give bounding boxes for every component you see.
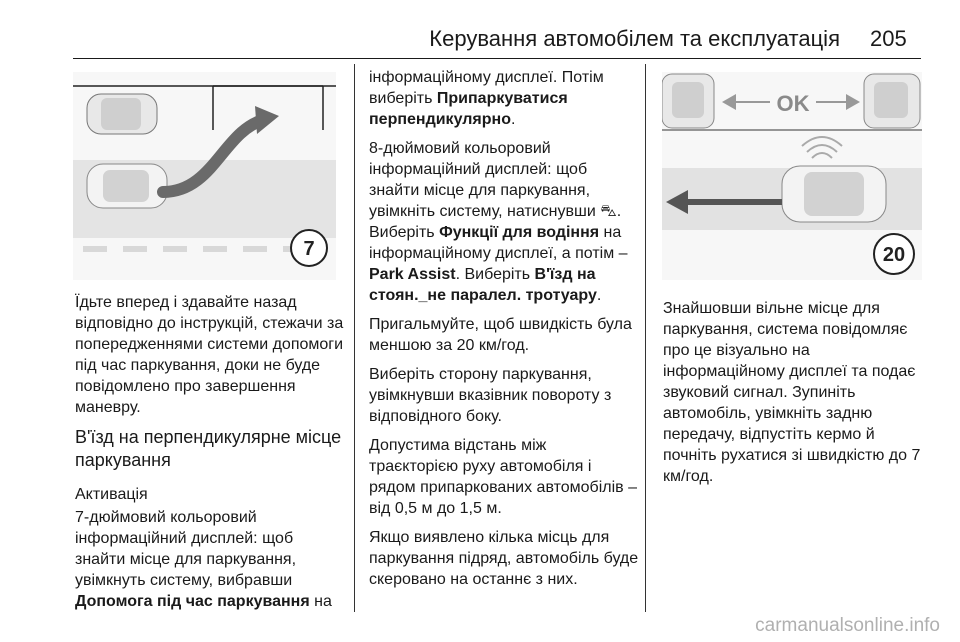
text: . Виберіть bbox=[369, 203, 622, 241]
text: 8-дюймовий кольоровий інформаційний дисплей: щоб знайти місце для паркування, увімкніть систему, натиснувши bbox=[369, 140, 601, 220]
text: . bbox=[596, 287, 602, 304]
parked-car-left bbox=[662, 74, 714, 128]
menu-item-ref: Park Assist bbox=[369, 266, 456, 283]
section-heading: В'їзд на перпендикулярне місце паркування bbox=[75, 427, 342, 470]
text: на інформаційному дисплеї, а потім – bbox=[369, 224, 628, 262]
column-divider bbox=[645, 64, 646, 612]
moving-car bbox=[782, 166, 886, 222]
page-number: 205 bbox=[870, 26, 907, 51]
parked-car bbox=[87, 94, 157, 134]
car-icon: ⛍ bbox=[600, 203, 617, 220]
subheading: Активація bbox=[75, 486, 148, 503]
paragraph bbox=[75, 507, 345, 612]
text: . Виберіть bbox=[455, 266, 535, 283]
paragraph: Виберіть сторону паркування, увімкнувши вказівник повороту з відповідного боку. bbox=[369, 366, 612, 425]
menu-item-ref: В'їзд на стоян._не паралел. тротуару bbox=[369, 266, 597, 304]
paragraph bbox=[369, 67, 639, 130]
menu-item-ref: Припаркуватися перпендикулярно bbox=[369, 90, 568, 128]
parked-car-right bbox=[864, 74, 920, 128]
figure-number: 20 bbox=[882, 244, 906, 266]
paragraph: Пригальмуйте, щоб швидкість була меншою за 20 км/год. bbox=[369, 316, 632, 354]
menu-item-ref: Допомога під час паркування bbox=[75, 593, 310, 610]
menu-item-ref: Функції для водіння bbox=[439, 224, 600, 241]
figure-number: 7 bbox=[303, 238, 315, 260]
text: інформаційному дисплеї. Потім виберіть bbox=[369, 69, 604, 107]
watermark: carmanualsonline.info bbox=[755, 615, 940, 636]
paragraph bbox=[369, 138, 639, 306]
text: 7-дюймовий кольоровий інформаційний дисплей: щоб знайти місце для паркування, увімкнуть систему, вибравши bbox=[75, 509, 297, 589]
column-left bbox=[75, 292, 345, 620]
column-middle bbox=[369, 67, 639, 598]
moving-car bbox=[87, 164, 167, 208]
paragraph: Їдьте вперед і здавайте назад відповідно до інструкцій, стежачи за попередженнями системи допомоги під час паркування, доки не буде повідомлено про завершення маневру. bbox=[75, 294, 344, 416]
paragraph: Якщо виявлено кілька місць для паркування підряд, автомобіль буде скеровано на останнє з них. bbox=[369, 529, 639, 588]
perpendicular-parking-illustration bbox=[73, 72, 336, 280]
header-rule bbox=[73, 58, 921, 59]
text: . bbox=[510, 111, 516, 128]
paragraph: Допустима відстань між траєкторією руху автомобіля і рядом припаркованих автомобілів – від 0,5 м до 1,5 м. bbox=[369, 437, 637, 517]
parking-space-found-illustration bbox=[662, 72, 922, 280]
text: на bbox=[309, 593, 332, 610]
column-divider bbox=[354, 64, 355, 612]
column-right bbox=[663, 298, 925, 495]
paragraph: Знайшовши вільне місце для паркування, система повідомляє про це візуально на інформаційному дисплеї та подає звуковий сигнал. Зупиніть автомобіль, увімкніть задню передачу, відпустіть кермо й почніть рухатися зі швидкістю до 7 км/год. bbox=[663, 300, 921, 485]
ok-label: OK bbox=[776, 91, 810, 116]
running-header: Керування автомобілем та експлуатація bbox=[429, 26, 840, 51]
